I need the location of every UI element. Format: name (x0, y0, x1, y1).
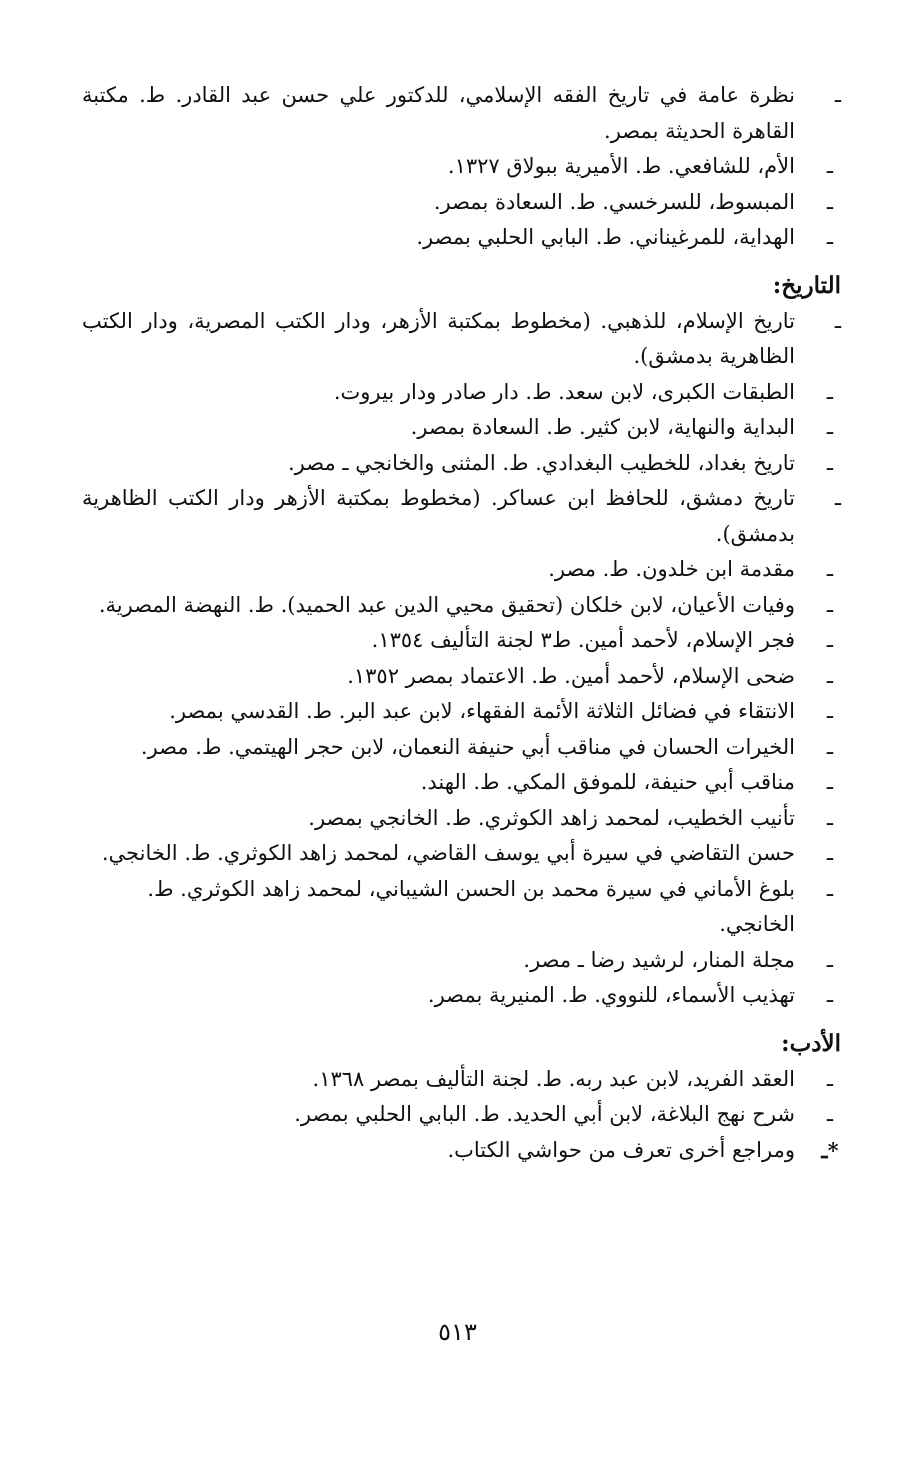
bullet-dash: ـ (826, 450, 834, 475)
list-item (82, 481, 841, 552)
list-item (82, 659, 841, 695)
bullet-dash: ـ (826, 876, 834, 901)
bullet-dash: ـ (826, 947, 834, 972)
list-item (82, 410, 841, 446)
entry-text: حسن التقاضي في سيرة أبي يوسف القاضي، لمحمد زاهد الكوثري. ط. الخانجي. (101, 841, 795, 865)
entry-text: تهذيب الأسماء، للنووي. ط. المنيرية بمصر. (427, 983, 795, 1007)
list-item (82, 375, 841, 411)
page-number: ٥١٣ (438, 1318, 477, 1346)
entry-text: الطبقات الكبرى، لابن سعد. ط. دار صادر ودار بيروت. (333, 379, 795, 404)
bullet-dash: ـ (826, 983, 834, 1007)
section-heading-history: التاريخ: (772, 271, 841, 299)
bullet-dash: ـ (826, 628, 834, 652)
list-item (82, 149, 841, 185)
bullet-dash: ـ (826, 699, 834, 723)
entry-text: ضحى الإسلام، لأحمد أمين. ط. الاعتماد بمصر ١٣٥٢. (347, 663, 795, 688)
list-item (82, 623, 841, 659)
entry-text: تاريخ الإسلام، للذهبي. (مخطوط بمكتبة الأزهر، ودار الكتب المصرية، ودار الكتب الظاهرية بدمشق). (82, 308, 795, 368)
list-item (82, 801, 841, 837)
bullet-dash: ـ (834, 308, 841, 333)
list-item (82, 552, 841, 588)
list-item (82, 78, 841, 149)
entry-text: بلوغ الأماني في سيرة محمد بن الحسن الشيباني، لمحمد زاهد الكوثري. ط. الخانجي. (147, 876, 795, 936)
list-item (82, 1097, 841, 1133)
bullet-dash: ـ (826, 592, 834, 617)
bullet-dash: ـ (826, 189, 834, 214)
entry-text: تأنيب الخطيب، لمحمد زاهد الكوثري. ط. الخانجي بمصر. (308, 805, 795, 830)
entry-text: الانتقاء في فضائل الثلاثة الأئمة الفقهاء، لابن عبد البر. ط. القدسي بمصر. (169, 699, 795, 723)
bullet-dash: ـ (826, 663, 834, 688)
list-item (82, 185, 841, 221)
bullet-dash: ـ (826, 770, 834, 794)
bullet-dash: ـ (834, 83, 841, 107)
bullet-star: *ـ (821, 1137, 839, 1163)
bullet-dash: ـ (826, 841, 834, 865)
entry-text: وفيات الأعيان، لابن خلكان (تحقيق محيي الدين عبد الحميد). ط. النهضة المصرية. (98, 592, 795, 617)
list-item (82, 694, 841, 730)
bullet-dash: ـ (826, 1066, 834, 1091)
section-heading-literature: الأدب: (781, 1029, 841, 1057)
entry-text: الهداية، للمرغيناني. ط. البابي الحلبي بمصر. (416, 225, 795, 249)
entry-text: نظرة عامة في تاريخ الفقه الإسلامي، للدكتور علي حسن عبد القادر. ط. مكتبة القاهرة الحديثة بمصر. (82, 83, 795, 143)
bullet-dash: ـ (826, 734, 834, 759)
list-item (82, 1133, 841, 1169)
list-item (82, 730, 841, 766)
entry-text: مناقب أبي حنيفة، للموفق المكي. ط. الهند. (420, 770, 795, 794)
list-item (82, 1062, 841, 1098)
entry-text: فجر الإسلام، لأحمد أمين. ط٣ لجنة التأليف ١٣٥٤. (371, 628, 795, 652)
entry-text: شرح نهج البلاغة، لابن أبي الحديد. ط. البابي الحلبي بمصر. (294, 1102, 795, 1126)
list-item (82, 765, 841, 801)
entry-text: مجلة المنار، لرشيد رضا ـ مصر. (523, 947, 795, 972)
entry-text: مقدمة ابن خلدون. ط. مصر. (548, 557, 795, 581)
entry-text: الأم، للشافعي. ط. الأميرية ببولاق ١٣٢٧. (447, 154, 795, 178)
list-item (82, 872, 841, 943)
entry-text: العقد الفريد، لابن عبد ربه. ط. لجنة التأليف بمصر ١٣٦٨. (312, 1066, 795, 1091)
bullet-dash: ـ (826, 805, 834, 830)
list-item (82, 446, 841, 482)
bullet-dash: ـ (826, 154, 834, 178)
bullet-dash: ـ (826, 225, 834, 249)
bullet-dash: ـ (826, 379, 834, 404)
bullet-dash: ـ (826, 1102, 834, 1126)
list-item (82, 220, 841, 256)
list-item (82, 836, 841, 872)
list-item (82, 943, 841, 979)
final-note-text: ومراجع أخرى تعرف من حواشي الكتاب. (447, 1137, 795, 1162)
list-item (82, 978, 841, 1014)
entry-text: البداية والنهاية، لابن كثير. ط. السعادة بمصر. (410, 415, 795, 439)
list-item (82, 304, 841, 375)
bullet-dash: ـ (826, 557, 834, 581)
list-item (82, 588, 841, 624)
entry-text: تاريخ بغداد، للخطيب البغدادي. ط. المثنى والخانجي ـ مصر. (287, 450, 795, 475)
entry-text: تاريخ دمشق، للحافظ ابن عساكر. (مخطوط بمكتبة الأزهر ودار الكتب الظاهرية بدمشق). (82, 486, 795, 546)
bibliography (82, 78, 841, 1168)
bullet-dash: ـ (826, 415, 834, 439)
entry-text: المبسوط، للسرخسي. ط. السعادة بمصر. (433, 189, 795, 214)
bullet-dash: ـ (834, 486, 841, 510)
entry-text: الخيرات الحسان في مناقب أبي حنيفة النعمان، لابن حجر الهيتمي. ط. مصر. (140, 734, 795, 759)
